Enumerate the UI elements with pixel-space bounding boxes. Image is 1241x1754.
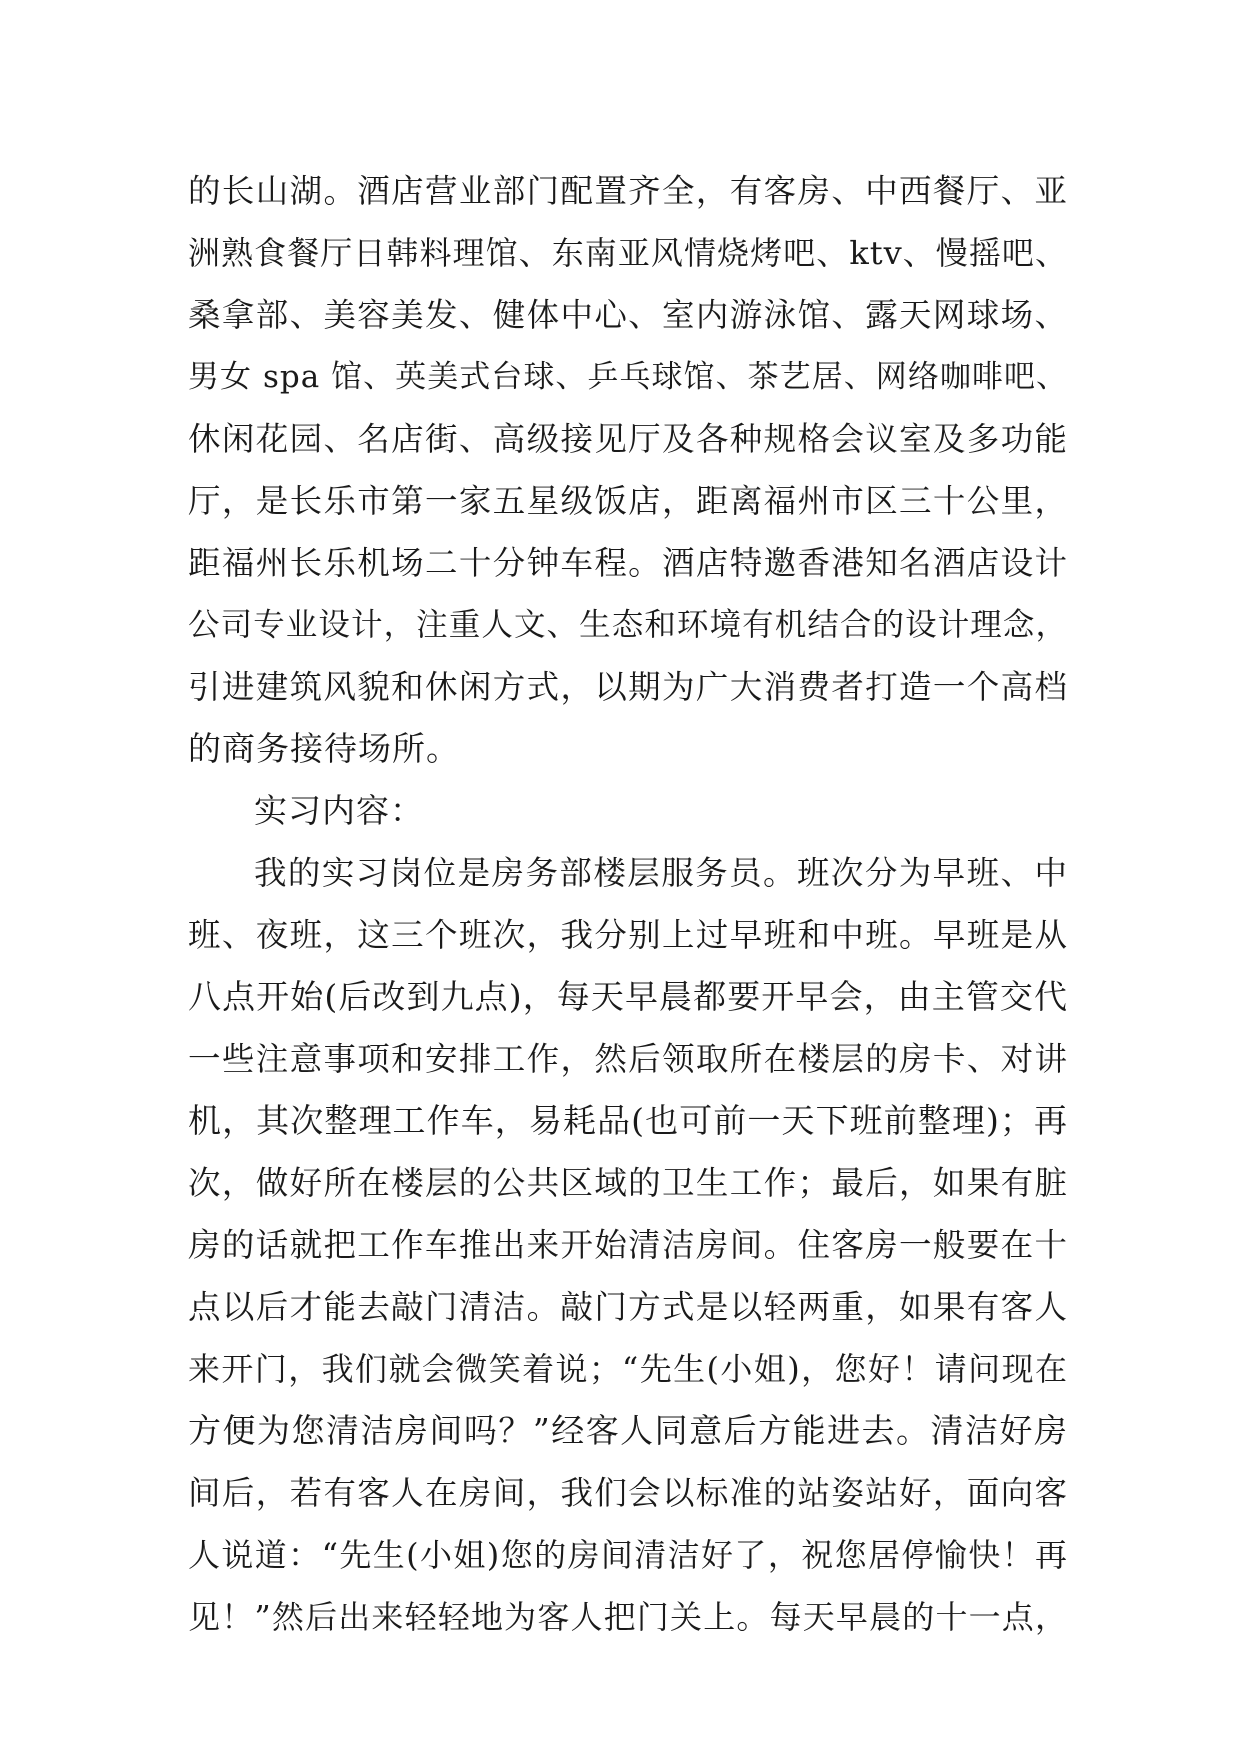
text-line: 厅，是长乐市第一家五星级饭店，距离福州市区三十公里， xyxy=(188,482,1068,520)
text-line: 点以后才能去敲门清洁。敲门方式是以轻两重，如果有客人 xyxy=(188,1288,1068,1326)
body-text xyxy=(188,160,1068,1648)
text-line: 人说道：“先生(小姐)您的房间清洁好了，祝您居停愉快！再 xyxy=(188,1536,1068,1574)
text-line: 八点开始(后改到九点)，每天早晨都要开早会，由主管交代 xyxy=(188,977,1068,1016)
text-line: 一些注意事项和安排工作，然后领取所在楼层的房卡、对讲 xyxy=(188,1040,1068,1078)
text-line: 男女 spa 馆、英美式台球、乒乓球馆、茶艺居、网络咖啡吧、 xyxy=(188,359,1068,395)
text-line: 我的实习岗位是房务部楼层服务员。班次分为早班、中 xyxy=(254,854,1068,892)
text-line: 见！”然后出来轻轻地为客人把门关上。每天早晨的十一点， xyxy=(188,1598,1068,1636)
text-line: 班、夜班，这三个班次，我分别上过早班和中班。早班是从 xyxy=(188,916,1068,954)
text-line: 桑拿部、美容美发、健体中心、室内游泳馆、露天网球场、 xyxy=(188,296,1068,334)
text-line: 房的话就把工作车推出来开始清洁房间。住客房一般要在十 xyxy=(188,1226,1068,1264)
text-line: 的商务接待场所。 xyxy=(188,729,460,768)
text-line: 方便为您清洁房间吗？”经客人同意后方能进去。清洁好房 xyxy=(188,1411,1068,1450)
section-heading: 实习内容： xyxy=(254,791,424,830)
text-line: 公司专业设计，注重人文、生态和环境有机结合的设计理念， xyxy=(188,607,1068,643)
text-line: 休闲花园、名店街、高级接见厅及各种规格会议室及多功能 xyxy=(188,420,1068,458)
text-line: 洲熟食餐厅日韩料理馆、东南亚风情烧烤吧、ktv、慢摇吧、 xyxy=(188,234,1068,272)
text-line: 间后，若有客人在房间，我们会以标准的站姿站好，面向客 xyxy=(188,1474,1068,1512)
text-line: 的长山湖。酒店营业部门配置齐全，有客房、中西餐厅、亚 xyxy=(188,172,1068,210)
text-line: 引进建筑风貌和休闲方式，以期为广大消费者打造一个高档 xyxy=(188,668,1068,706)
text-line: 机，其次整理工作车，易耗品(也可前一天下班前整理)；再 xyxy=(188,1101,1068,1140)
text-line: 次，做好所在楼层的公共区域的卫生工作；最后，如果有脏 xyxy=(188,1164,1068,1202)
text-line: 来开门，我们就会微笑着说；“先生(小姐)，您好！请问现在 xyxy=(188,1350,1068,1388)
text-line: 距福州长乐机场二十分钟车程。酒店特邀香港知名酒店设计 xyxy=(188,544,1068,582)
